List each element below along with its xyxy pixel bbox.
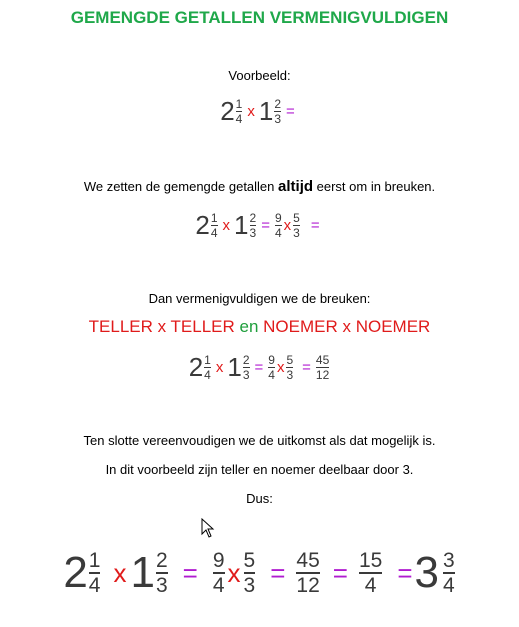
equals-sign: =: [302, 359, 311, 376]
times-sign: x: [276, 359, 285, 376]
fraction-45-12: $\frac{45}{12}$: [315, 353, 330, 382]
mixed2-fraction: $\frac{2}{3}$: [274, 97, 282, 126]
mixed2-whole: 1: [258, 96, 274, 126]
result-fraction: $\frac{3}{4}$: [442, 549, 455, 597]
mixed1-whole: 2: [63, 548, 88, 597]
rule-en: en: [234, 317, 264, 336]
fraction-9-4: $\frac{9}{4}$: [212, 549, 225, 597]
rule-text: [0, 317, 519, 337]
result-whole: 3: [414, 548, 439, 597]
final-equation: [0, 548, 519, 598]
fraction-9-4: $\frac{9}{4}$: [268, 353, 275, 382]
conclusion-label: Dus:: [246, 491, 273, 506]
mixed1-fraction: $\frac{1}{4}$: [88, 549, 101, 597]
step2-text: Dan vermenigvuldigen we de breuken:: [148, 291, 371, 306]
mixed2-whole: 1: [234, 210, 249, 240]
mixed1-fraction: $\frac{1}{4}$: [235, 97, 243, 126]
step1-bold: altijd: [278, 178, 314, 195]
times-sign: x: [283, 217, 292, 234]
fraction-5-3: $\frac{5}{3}$: [243, 549, 256, 597]
mixed2-fraction: $\frac{2}{3}$: [155, 549, 168, 597]
times-sign: x: [222, 217, 231, 234]
multiplication-equation: [0, 352, 519, 383]
step4-text: In dit voorbeeld zijn teller en noemer deelbaar door 3.: [105, 462, 414, 477]
fraction-9-4: $\frac{9}{4}$: [274, 211, 282, 240]
times-sign: x: [247, 103, 255, 120]
rule-teller: TELLER x TELLER: [88, 317, 235, 336]
times-sign: x: [227, 557, 241, 588]
mixed1-fraction: $\frac{1}{4}$: [210, 211, 218, 240]
equals-sign: =: [286, 103, 295, 120]
fraction-5-3: $\frac{5}{3}$: [286, 353, 294, 382]
fraction-45-12: $\frac{45}{12}$: [296, 549, 320, 597]
conversion-equation: [0, 210, 519, 241]
times-sign: x: [215, 359, 224, 376]
mixed2-whole: 1: [130, 548, 155, 597]
fraction-15-4: $\frac{15}{4}$: [358, 549, 383, 597]
rule-noemer: NOEMER x NOEMER: [263, 317, 431, 336]
mixed1-whole: 2: [220, 96, 235, 126]
mixed2-whole: 1: [227, 352, 242, 382]
step1-text: We zetten de gemengde getallen altijd eerst om in breuken.: [83, 178, 436, 195]
mixed2-fraction: $\frac{2}{3}$: [242, 353, 250, 382]
step3-text: Ten slotte vereenvoudigen we de uitkomst als dat mogelijk is.: [83, 433, 436, 448]
example-label: Voorbeeld:: [228, 68, 291, 83]
equals-sign: =: [182, 557, 198, 588]
equals-sign: =: [332, 557, 348, 588]
equals-sign: =: [270, 557, 286, 588]
fraction-5-3: $\frac{5}{3}$: [293, 211, 300, 240]
page-title: GEMENGDE GETALLEN VERMENIGVULDIGEN: [70, 8, 449, 27]
equals-sign: =: [310, 217, 320, 234]
equals-sign: =: [261, 217, 270, 234]
equals-sign: =: [397, 557, 413, 588]
mixed1-whole: 2: [195, 210, 210, 240]
example-equation: [0, 96, 519, 127]
mixed1-fraction: $\frac{1}{4}$: [204, 353, 211, 382]
mixed1-whole: 2: [188, 352, 204, 382]
times-sign: x: [113, 557, 127, 588]
mixed2-fraction: $\frac{2}{3}$: [249, 211, 257, 240]
mouse-pointer-icon: [201, 518, 215, 538]
equals-sign: =: [254, 359, 264, 376]
